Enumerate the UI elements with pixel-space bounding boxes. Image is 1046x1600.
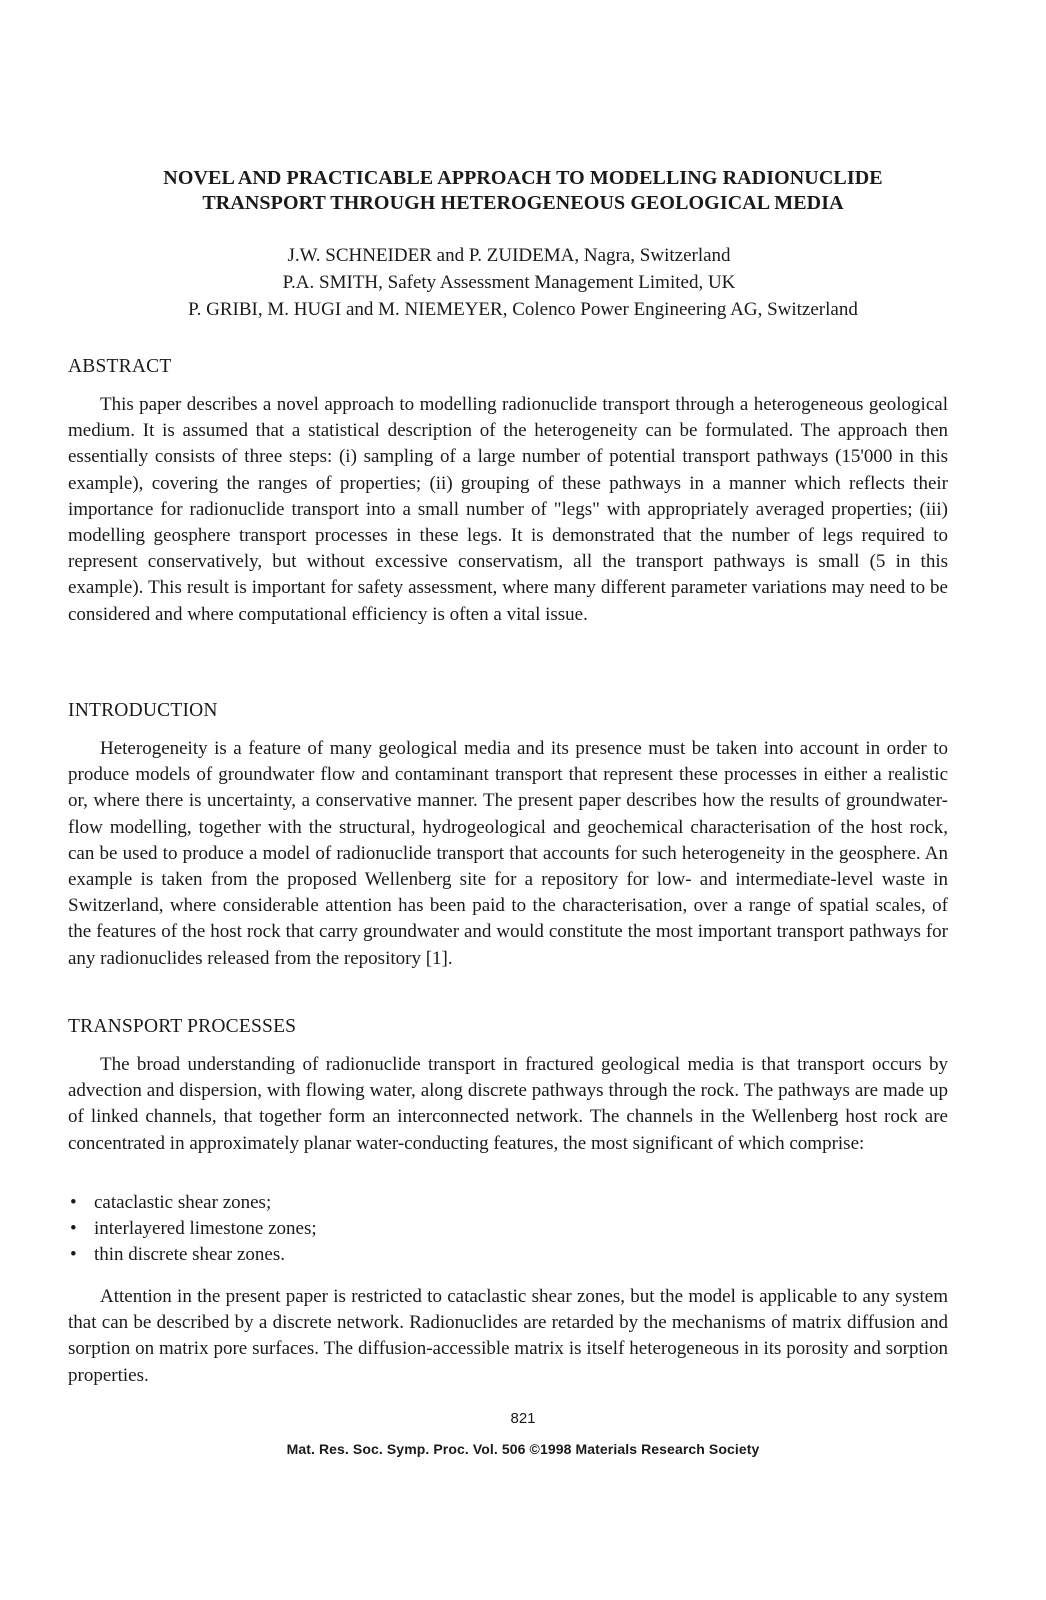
paper-title-line-1: NOVEL AND PRACTICABLE APPROACH TO MODELLING RADIONUCLIDE <box>163 167 883 189</box>
author-list <box>70 242 976 323</box>
bullet-icon: • <box>70 1192 77 1213</box>
list-item <box>68 1242 948 1268</box>
list-item <box>68 1190 948 1216</box>
transport-processes-text: The broad understanding of radionuclide transport in fractured geological media is that transport occurs by advection and dispersion, with flowing water, along discrete pathways through the rock. The pathways are made up of linked channels, that together form an interconnected network. The channels in the Wellenberg host rock are concentrated in approximately planar water-conducting features, the most significant of which comprise: <box>68 1054 948 1154</box>
introduction-text: Heterogeneity is a feature of many geological media and its presence must be taken into account in order to produce models of groundwater flow and contaminant transport that represent these processes in either a realistic or, where there is uncertainty, a conservative manner. The present paper describes how the results of groundwater-flow modelling, together with the structural, hydrogeological and geochemical characterisation of the host rock, can be used to produce a model of radionuclide transport that accounts for such heterogeneity in the geosphere. An example is taken from the proposed Wellenberg site for a repository for low- and intermediate-level waste in Switzerland, where considerable attention has been paid to the characterisation, over a range of spatial scales, of the features of the host rock that carry groundwater and would constitute the most important transport pathways for any radionuclides released from the repository [1]. <box>68 738 948 969</box>
list-item <box>68 1216 948 1242</box>
introduction-heading: INTRODUCTION <box>68 700 218 721</box>
author-line-3: P. GRIBI, M. HUGI and M. NIEMEYER, Colenco Power Engineering AG, Switzerland <box>188 299 858 320</box>
list-item-text: cataclastic shear zones; <box>94 1192 272 1213</box>
paper-title <box>70 166 976 216</box>
bullet-icon: • <box>70 1244 77 1265</box>
abstract-heading: ABSTRACT <box>68 356 172 377</box>
page-number: 821 <box>510 1410 536 1427</box>
abstract-text: This paper describes a novel approach to modelling radionuclide transport through a heterogeneous geological medium. It is assumed that a statistical description of the heterogeneity can be formulated. The approach then essentially consists of three steps: (i) sampling of a large number of potential transport pathways (15'000 in this example), covering the ranges of properties; (ii) grouping of these pathways in a manner which reflects their importance for radionuclide transport into a small number of "legs" with appropriately averaged properties; (iii) modelling geosphere transport processes in these legs. It is demonstrated that the number of legs required to represent conservatively, but without excessive conservatism, all the transport pathways is small (5 in this example). This result is important for safety assessment, where many different parameter variations may need to be considered and where computational efficiency is often a vital issue. <box>68 394 948 625</box>
transport-processes-closing-text: Attention in the present paper is restricted to cataclastic shear zones, but the model is applicable to any system that can be described by a discrete network. Radionuclides are retarded by the mechanisms of matrix diffusion and sorption on matrix pore surfaces. The diffusion-accessible matrix is itself heterogeneous in its porosity and sorption properties. <box>68 1286 948 1386</box>
feature-list <box>68 1190 948 1268</box>
list-item-text: interlayered limestone zones; <box>94 1218 317 1239</box>
publication-footer: Mat. Res. Soc. Symp. Proc. Vol. 506 ©1998 Materials Research Society <box>286 1441 760 1457</box>
author-line-2: P.A. SMITH, Safety Assessment Management Limited, UK <box>282 272 736 293</box>
list-item-text: thin discrete shear zones. <box>94 1244 285 1265</box>
author-line-1: J.W. SCHNEIDER and P. ZUIDEMA, Nagra, Switzerland <box>287 245 731 266</box>
bullet-icon: • <box>70 1218 77 1239</box>
transport-processes-heading: TRANSPORT PROCESSES <box>68 1016 297 1037</box>
paper-title-line-2: TRANSPORT THROUGH HETEROGENEOUS GEOLOGICAL MEDIA <box>202 192 844 214</box>
